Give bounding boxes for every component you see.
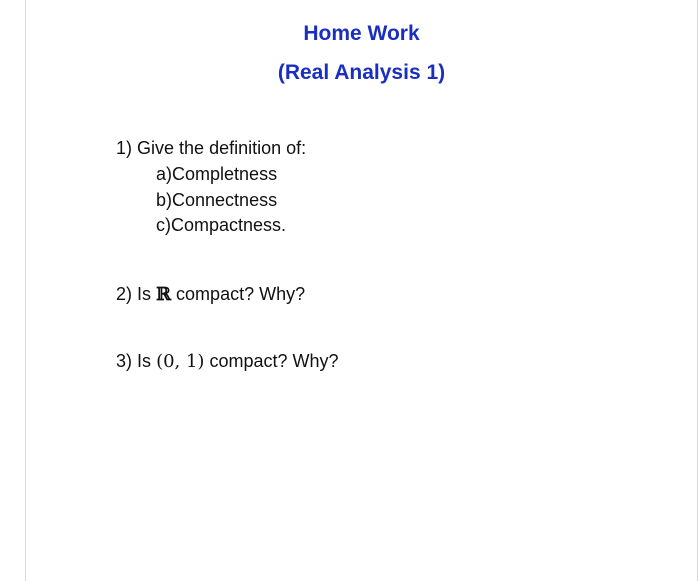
subitem-a [156,162,286,188]
page-title: Home Work [303,22,420,45]
question-1-number: 1) [116,138,133,158]
homework-sheet [25,0,698,581]
subitem-a-text: Completness [172,164,278,184]
subitem-c-text: Compactness. [171,215,287,235]
question-2-suffix: compact? Why? [176,284,306,304]
question-2-number: 2) [116,284,133,304]
question-1 [116,138,306,159]
question-2-prefix: Is [137,284,152,304]
subitem-b-text: Connectness [172,189,278,210]
question-3-suffix: compact? Why? [209,351,339,371]
question-3 [116,351,339,372]
question-3-prefix: Is [137,351,152,371]
question-1-text: Give the definition of: [137,138,307,158]
subitem-a-marker: a) [156,164,173,184]
question-3-number: 3) [116,351,133,371]
page-subtitle: (Real Analysis 1) [277,61,446,84]
subitem-b-marker: b) [156,189,173,210]
subitem-b [156,188,286,214]
question-2-math-reals: ℝ [156,284,172,305]
subitem-c-marker: c) [156,215,171,235]
question-2 [116,284,305,305]
question-1-subitems [156,162,286,239]
subitem-c [156,213,286,239]
question-3-math-interval: (0, 1) [156,351,205,372]
